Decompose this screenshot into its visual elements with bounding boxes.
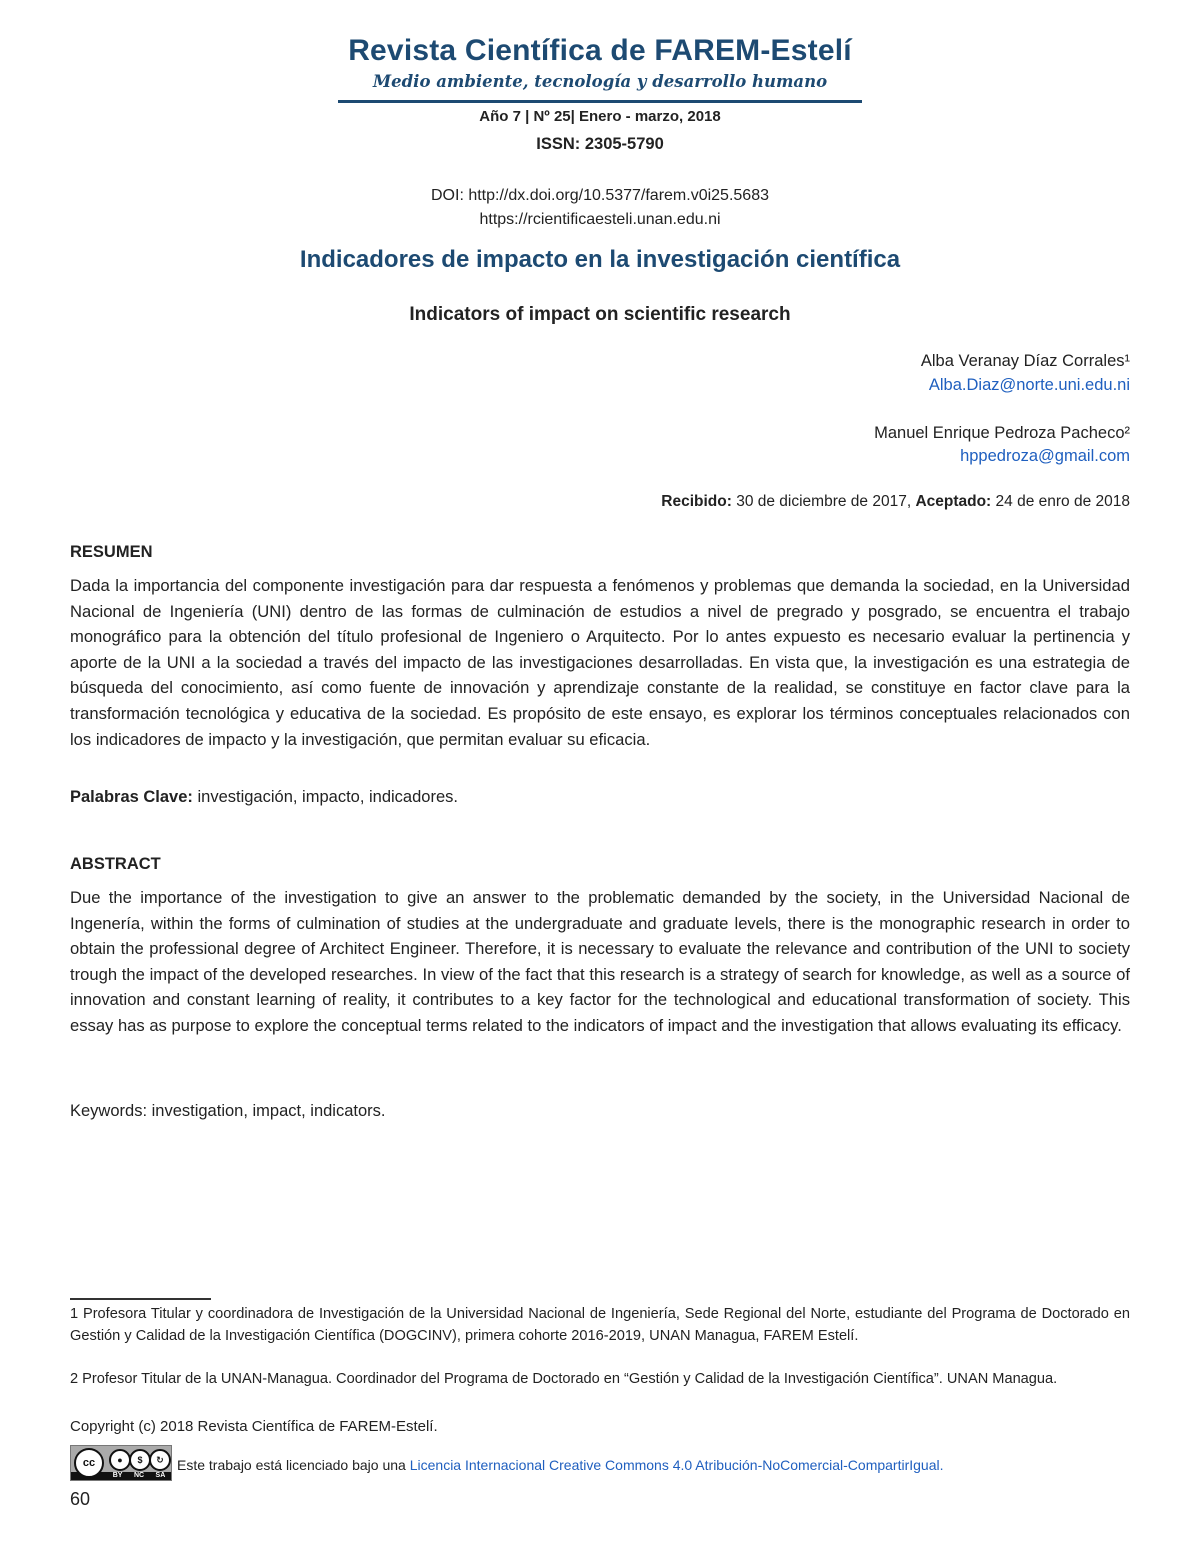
abstract-keywords: Keywords: investigation, impact, indicators. <box>70 1102 386 1120</box>
received-date: 30 de diciembre de 2017, <box>731 493 916 510</box>
author-email-2[interactable]: hppedroza@gmail.com <box>960 447 1130 465</box>
issn: ISSN: 2305-5790 <box>536 135 664 153</box>
nc-label: NC <box>133 1472 145 1479</box>
license-statement <box>177 1457 944 1473</box>
noncommercial-icon: $ <box>129 1449 151 1471</box>
page-number: 60 <box>70 1489 91 1509</box>
accepted-label: Aceptado: <box>915 493 992 510</box>
accepted-date: 24 de enro de 2018 <box>991 493 1130 510</box>
creative-commons-badge[interactable] <box>70 1445 172 1481</box>
submission-dates <box>661 493 1130 511</box>
by-label: BY <box>112 1472 123 1479</box>
license-text: Este trabajo está licenciado bajo una <box>177 1457 410 1473</box>
article-title: Indicadores de impacto en la investigación científica <box>299 246 901 273</box>
article-subtitle: Indicators of impact on scientific research <box>409 304 791 325</box>
journal-subtitle: Medio ambiente, tecnología y desarrollo humano <box>372 72 828 91</box>
palabras-clave-label: Palabras Clave: <box>70 788 193 806</box>
resumen-text: Dada la importancia del componente investigación para dar respuesta a fenómenos y problemas que demanda la sociedad, en la Universidad Nacional de Ingeniería (UNI) dentro de las formas de culminación de estudios a nivel de pregrado y posgrado, se encuentra el trabajo monográfico para la obtención del título profesional de Ingeniero o Arquitecto. Por lo antes expuesto es necesario evaluar la pertinencia y aporte de la UNI a la sociedad a través del impacto de las investigaciones desarrolladas. En vista que, la investigación es una estrategia de búsqueda del conocimiento, así como fuente de innovación y aprendizaje constante de la realidad, se constituye en factor clave para la transformación tecnológica y educativa de la sociedad. Es propósito de este ensayo, es explorar los términos conceptuales relacionados con los indicadores de impacto y la investigación, que permitan evaluar su eficacia. <box>70 576 1130 749</box>
abstract-heading: ABSTRACT <box>70 855 161 873</box>
author-name-1: Alba Veranay Díaz Corrales¹ <box>920 352 1130 370</box>
author-email-1[interactable]: Alba.Diaz@norte.uni.edu.ni <box>928 376 1130 394</box>
received-label: Recibido: <box>661 493 732 510</box>
journal-title: Revista Científica de FAREM-Estelí <box>348 34 852 67</box>
copyright-notice: Copyright (c) 2018 Revista Científica de FAREM-Estelí. <box>70 1418 438 1435</box>
issue-info: Año 7 | Nº 25| Enero - marzo, 2018 <box>479 108 721 125</box>
palabras-clave <box>70 788 458 807</box>
author-name-2: Manuel Enrique Pedroza Pacheco² <box>874 424 1130 442</box>
sharealike-icon: ↻ <box>149 1449 171 1471</box>
cc-badge-labels <box>107 1472 171 1479</box>
doi-link[interactable]: DOI: http://dx.doi.org/10.5377/farem.v0i25.5683 <box>431 187 769 204</box>
header-divider <box>338 100 862 103</box>
palabras-clave-value: investigación, impacto, indicadores. <box>192 788 458 806</box>
sa-label: SA <box>155 1472 166 1479</box>
footnote-divider <box>70 1298 211 1300</box>
journal-url-link[interactable]: https://rcientificaesteli.unan.edu.ni <box>479 211 721 228</box>
license-link[interactable]: Licencia Internacional Creative Commons 4.0 Atribución-NoComercial-CompartirIgual. <box>409 1457 944 1473</box>
attribution-icon: ● <box>109 1449 131 1471</box>
footnote-2: 2 Profesor Titular de la UNAN-Managua. Coordinador del Programa de Doctorado en “Gestión y Calidad de la Investigación Científica”. UNAN Managua. <box>70 1371 1058 1387</box>
abstract-text: Due the importance of the investigation to give an answer to the problematic demanded by the society, in the Universidad Nacional de Ingenería, within the forms of culmination of studies at the undergraduate and graduate levels, there is the monographic research in order to obtain the professional degree of Architect Engineer. Therefore, it is necessary to evaluate the relevance and contribution of the UNI to society trough the impact of the developed researches. In view of the fact that this research is a strategy of search for knowledge, as well as a source of innovation and constant learning of reality, it contributes to a key factor for the technological and educational transformation of society. This essay has as purpose to explore the conceptual terms related to the indicators of impact and the investigation that allows evaluating its efficacy. <box>70 888 1130 1035</box>
footnote-1: 1 Profesora Titular y coordinadora de Investigación de la Universidad Nacional de Ingeniería, Sede Regional del Norte, estudiante del Programa de Doctorado en Gestión y Calidad de la Investigación Científica (DOGCINV), primera cohorte 2016-2019, UNAN Managua, FAREM Estelí. <box>70 1306 1130 1344</box>
cc-icon: cc <box>74 1448 104 1478</box>
resumen-heading: RESUMEN <box>70 543 153 561</box>
